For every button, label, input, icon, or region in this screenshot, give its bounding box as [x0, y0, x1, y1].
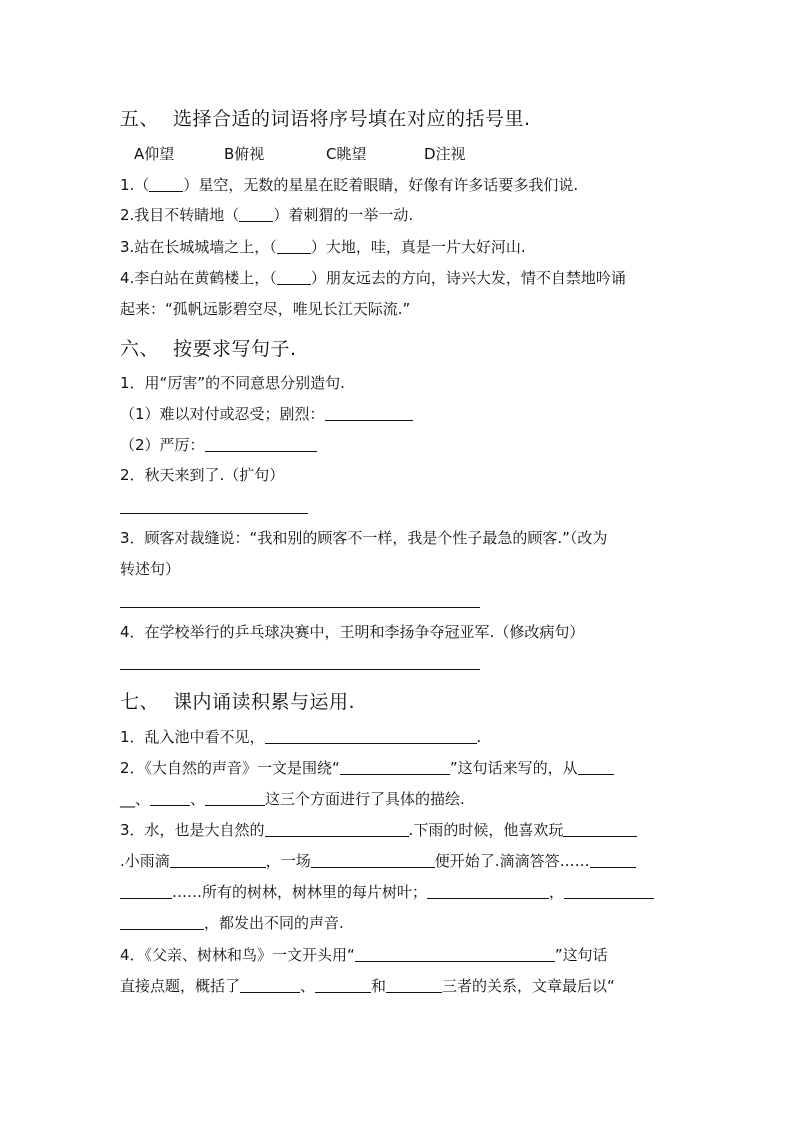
s7-q3-blank-8[interactable] — [564, 882, 654, 899]
s7-q3-blank-4[interactable] — [311, 851, 435, 868]
s7-q3-text-g: ， — [549, 883, 565, 901]
s7-q4-blank-3[interactable] — [315, 976, 371, 993]
section-6-title: 按要求写句子. — [173, 338, 297, 360]
s7-q3-text-b: .下雨的时候，他喜欢玩 — [408, 821, 564, 839]
s5-q2-text-a: 2.我目不转睛地（ — [120, 206, 240, 224]
s7-q1-blank[interactable] — [265, 727, 477, 744]
s7-question-3-cont-3 — [120, 913, 344, 933]
s7-q2-text-c: __、 — [120, 790, 151, 808]
section-5-heading — [120, 107, 531, 131]
s7-q2-text-d: 、 — [190, 790, 206, 808]
s6-question-1-2 — [120, 435, 317, 455]
s6-q1-2-text: （2）严厉： — [120, 436, 205, 454]
s7-q2-text-a: 2．《大自然的声音》一文是围绕“ — [120, 759, 340, 777]
s7-q4-blank-2[interactable] — [240, 976, 300, 993]
s7-question-2 — [120, 758, 614, 778]
s5-q1-text-b: ）星空，无数的星星在眨着眼睛，好像有许多话要多我们说. — [183, 176, 579, 194]
s6-q1-1-text: （1）难以对付或忍受；剧烈： — [120, 405, 325, 423]
s7-q4-text-c: 直接点题，概括了 — [120, 977, 241, 995]
s7-question-2-cont — [120, 789, 465, 809]
s7-q2-text-b: ”这句话来写的，从 — [449, 759, 578, 777]
s6-question-3-cont: 转述句） — [120, 560, 181, 578]
s6-question-2: 2．秋天来到了.（扩句） — [120, 466, 285, 484]
s7-q1-text-a: 1．乱入池中看不见， — [120, 728, 265, 746]
s7-q3-blank-7[interactable] — [427, 882, 549, 899]
s7-q1-text-b: . — [476, 728, 482, 746]
s7-q3-text-d: ，一场 — [265, 852, 311, 870]
s5-question-2 — [120, 205, 413, 225]
s7-q3-text-c: .小雨滴 — [120, 852, 170, 870]
option-d: D注视 — [424, 145, 466, 163]
s7-q4-text-b: ”这句话 — [554, 946, 608, 964]
section-6-heading — [120, 337, 297, 361]
s7-q4-blank-4[interactable] — [386, 976, 442, 993]
s7-q2-blank-4[interactable] — [205, 789, 265, 806]
s7-q3-blank-2[interactable] — [563, 820, 637, 837]
s6-question-1: 1．用“厉害”的不同意思分别造句. — [120, 374, 345, 392]
s7-q4-text-e: 和 — [371, 977, 387, 995]
s7-q3-blank-9[interactable] — [120, 913, 204, 930]
s6-q3-answer-line[interactable] — [120, 607, 480, 608]
s6-q2-answer-line[interactable] — [120, 513, 308, 514]
s7-q3-text-f: ……所有的树林，树林里的每片树叶； — [172, 883, 428, 901]
s7-q2-blank-1[interactable] — [340, 758, 450, 775]
s6-question-1-1 — [120, 404, 413, 424]
s7-q2-blank-3[interactable] — [150, 789, 190, 806]
s7-q3-text-e: 便开始了.滴滴答答…… — [434, 852, 590, 870]
s5-q3-blank[interactable] — [277, 237, 311, 254]
s7-q4-text-d: 、 — [300, 977, 316, 995]
section-7-number: 七、 — [120, 691, 160, 713]
s5-question-4 — [120, 268, 626, 288]
s7-q3-text-h: ，都发出不同的声音. — [204, 914, 344, 932]
s5-q2-text-b: ）着刺猬的一举一动. — [273, 206, 414, 224]
s5-q4-blank[interactable] — [277, 268, 311, 285]
s7-question-1 — [120, 727, 481, 747]
s7-q4-blank-1[interactable] — [355, 945, 555, 962]
s6-q1-1-blank[interactable] — [325, 404, 413, 421]
s5-q4-text-b: ）朋友远去的方向，诗兴大发，情不自禁地吟诵 — [310, 269, 626, 287]
s5-q4-text-a: 4.李白站在黄鹤楼上，（ — [120, 269, 277, 287]
s7-q3-blank-6[interactable] — [120, 882, 172, 899]
s7-question-3-cont-2 — [120, 882, 654, 902]
s7-q2-text-e: 这三个方面进行了具体的描绘. — [265, 790, 465, 808]
section-5-number: 五、 — [120, 108, 160, 130]
s7-question-4-cont — [120, 976, 615, 996]
section-7-heading — [120, 690, 355, 714]
s7-q3-text-a: 3．水，也是大自然的 — [120, 821, 265, 839]
s7-q2-blank-2[interactable] — [578, 758, 614, 775]
s6-question-4: 4．在学校举行的乒乓球决赛中，王明和李扬争夺冠亚军.（修改病句） — [120, 623, 585, 641]
option-a: A仰望 — [134, 145, 175, 163]
section-5-title: 选择合适的词语将序号填在对应的括号里. — [173, 108, 531, 130]
section-6-number: 六、 — [120, 338, 160, 360]
option-b: B俯视 — [224, 145, 265, 163]
s5-question-1 — [120, 175, 578, 195]
s5-q3-text-b: ）大地，哇，真是一片大好河山. — [310, 238, 526, 256]
s7-question-3-cont-1 — [120, 851, 636, 871]
s5-question-3 — [120, 237, 526, 257]
option-c: C眺望 — [326, 145, 367, 163]
s5-q3-text-a: 3.站在长城城墙之上，（ — [120, 238, 277, 256]
s6-q4-answer-line[interactable] — [120, 669, 480, 670]
s5-q1-blank[interactable] — [149, 175, 183, 192]
s7-question-3 — [120, 820, 637, 840]
s7-q3-blank-1[interactable] — [265, 820, 409, 837]
s7-q3-blank-5[interactable] — [590, 851, 636, 868]
s7-question-4 — [120, 945, 608, 965]
section-7-title: 课内诵读积累与运用. — [173, 691, 356, 713]
s5-question-4-cont: 起来：“孤帆远影碧空尽，唯见长江天际流.” — [120, 300, 411, 318]
s5-q1-text-a: 1.（ — [120, 176, 150, 194]
s7-q4-text-a: 4．《父亲、树林和鸟》一文开头用“ — [120, 946, 355, 964]
s7-q3-blank-3[interactable] — [170, 851, 266, 868]
s5-q2-blank[interactable] — [239, 205, 273, 222]
s6-q1-2-blank[interactable] — [205, 435, 317, 452]
s7-q4-text-f: 三者的关系，文章最后以“ — [442, 977, 615, 995]
s6-question-3: 3．顾客对裁缝说：“我和别的顾客不一样，我是个性子最急的顾客.”（改为 — [120, 529, 608, 547]
